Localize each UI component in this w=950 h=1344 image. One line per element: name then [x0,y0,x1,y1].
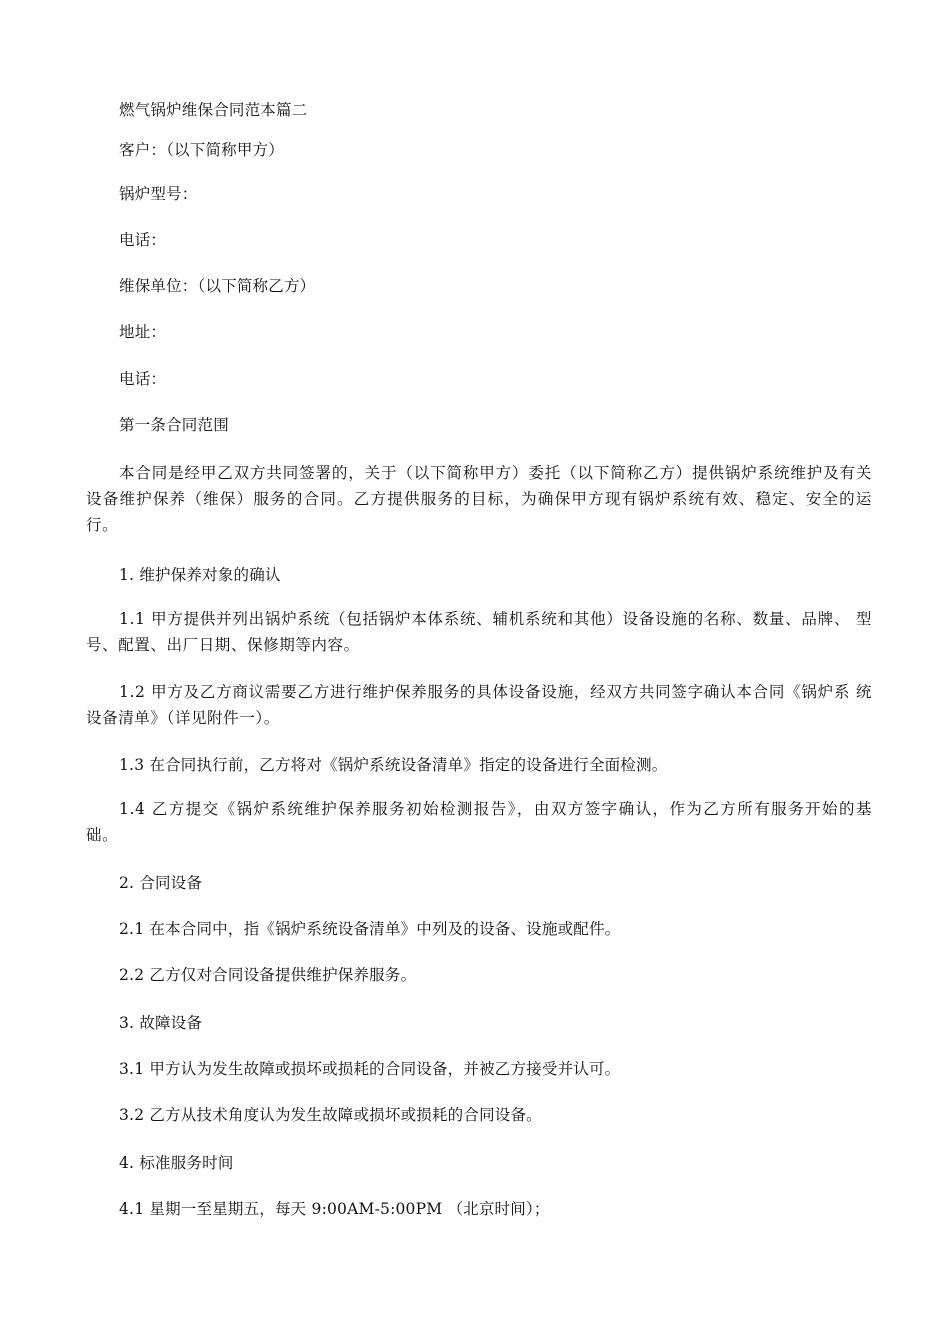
clause-1-2: 1.2 甲方及乙方商议需要乙方进行维护保养服务的具体设备设施，经双方共同签字确认本合同《锅炉系 统设备清单》（详见附件一）。 [86,683,872,727]
section-3-heading: 3. 故障设备 [119,1014,203,1032]
document-title: 燃气锅炉维保合同范本篇二 [119,101,308,119]
article-title: 第一条合同范围 [119,416,229,434]
section-4-heading: 4. 标准服务时间 [119,1154,234,1172]
section-2-heading: 2. 合同设备 [119,874,203,892]
clause-3-1: 3.1 甲方认为发生故障或损坏或损耗的合同设备，并被乙方接受并认可。 [119,1060,621,1078]
clause-1-3: 1.3 在合同执行前，乙方将对《锅炉系统设备清单》指定的设备进行全面检测。 [119,756,668,774]
address-field: 地址： [119,323,167,341]
clause-1-1: 1.1 甲方提供并列出锅炉系统（包括锅炉本体系统、辅机系统和其他）设备设施的名称、数量、品牌、 型号、配置、出厂日期、保修期等内容。 [86,610,872,654]
client-field: 客户：（以下简称甲方） [119,141,284,159]
clause-2-1: 2.1 在本合同中，指《锅炉系统设备清单》中列及的设备、设施或配件。 [119,920,621,938]
clause-4-1: 4.1 星期一至星期五，每天 9:00AM-5:00PM （北京时间）； [119,1200,550,1218]
section-1-heading: 1. 维护保养对象的确认 [119,566,281,584]
unit-phone-field: 电话： [119,370,167,388]
clause-3-2: 3.2 乙方从技术角度认为发生故障或损坏或损耗的合同设备。 [119,1106,542,1124]
maintenance-unit-field: 维保单位：（以下简称乙方） [119,277,316,295]
clause-1-4: 1.4 乙方提交《锅炉系统维护保养服务初始检测报告》，由双方签字确认，作为乙方所有服务开始的基 础。 [86,800,872,844]
client-phone-field: 电话： [119,231,167,249]
intro-paragraph: 本合同是经甲乙双方共同签署的，关于（以下简称甲方）委托（以下简称乙方）提供锅炉系统维护及有关设备维护保养（维保）服务的合同。乙方提供服务的目标，为确保甲方现有锅炉系统有效、稳定、安全的运行。 [86,464,872,534]
clause-2-2: 2.2 乙方仅对合同设备提供维护保养服务。 [119,966,417,984]
boiler-model-field: 锅炉型号： [119,185,198,203]
